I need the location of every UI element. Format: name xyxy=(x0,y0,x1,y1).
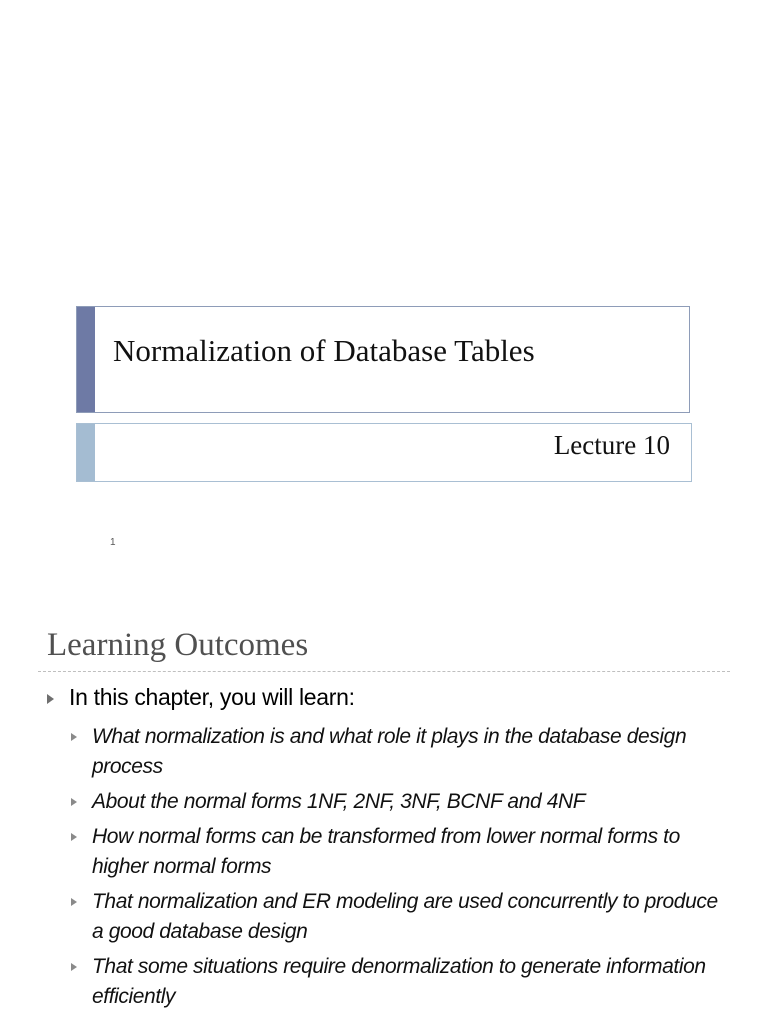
main-bullet xyxy=(47,684,355,711)
bullet-triangle-icon xyxy=(71,733,77,741)
bullet-triangle-icon xyxy=(47,694,54,704)
sub-bullet-list xyxy=(71,722,731,1017)
sub-bullet-text: How normal forms can be transformed from lower normal forms to higher normal forms xyxy=(92,825,680,878)
bullet-triangle-icon xyxy=(71,833,77,841)
slide-title: Normalization of Database Tables xyxy=(113,333,535,368)
sub-bullet-text: About the normal forms 1NF, 2NF, 3NF, BCNF and 4NF xyxy=(92,790,586,813)
subtitle-accent-bar xyxy=(77,424,95,481)
sub-bullet-item xyxy=(71,952,731,1012)
sub-bullet-item xyxy=(71,887,731,947)
subtitle-box xyxy=(76,423,692,482)
slide-subtitle: Lecture 10 xyxy=(553,430,670,460)
sub-bullet-text: That some situations require denormalization to generate information efficiently xyxy=(92,955,706,1008)
section-heading: Learning Outcomes xyxy=(47,627,309,663)
sub-bullet-item xyxy=(71,722,731,782)
bullet-triangle-icon xyxy=(71,898,77,906)
title-box xyxy=(76,306,690,413)
sub-bullet-text: What normalization is and what role it plays in the database design process xyxy=(92,725,687,778)
sub-bullet-text: That normalization and ER modeling are used concurrently to produce a good database design xyxy=(92,890,718,943)
heading-divider xyxy=(38,671,730,672)
main-bullet-text: In this chapter, you will learn: xyxy=(69,684,355,710)
slide-number: 1 xyxy=(110,537,116,548)
bullet-triangle-icon xyxy=(71,963,77,971)
sub-bullet-item xyxy=(71,787,731,817)
title-accent-bar xyxy=(77,307,95,412)
sub-bullet-item xyxy=(71,822,731,882)
bullet-triangle-icon xyxy=(71,798,77,806)
